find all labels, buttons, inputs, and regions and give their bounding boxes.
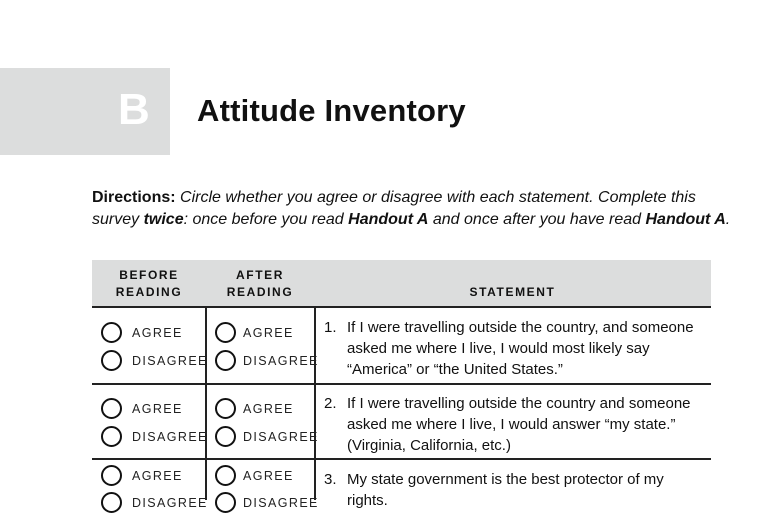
agree-label: AGREE <box>132 401 183 416</box>
radio-circle-icon[interactable] <box>101 465 122 486</box>
section-letter: B <box>118 85 150 134</box>
row-divider-2 <box>92 458 711 460</box>
directions-text-2: : once before you read <box>183 211 349 228</box>
statement-text: If I were travelling outside the country, and someone asked me where I live, I would most likely say “America” or “the United States.” <box>347 319 694 378</box>
statement-3 <box>324 469 704 511</box>
statement-2 <box>324 393 704 456</box>
disagree-label: DISAGREE <box>132 353 208 368</box>
row3-after-disagree-option[interactable] <box>215 492 319 513</box>
column-divider-before <box>205 307 207 500</box>
agree-label: AGREE <box>243 401 294 416</box>
statement-text: If I were travelling outside the country and someone asked me where I live, I would answer “my state.” (Virginia, California, etc.) <box>347 395 691 454</box>
row2-after-disagree-option[interactable] <box>215 426 319 447</box>
header-before-reading <box>92 267 206 301</box>
table-top-rule <box>92 306 711 308</box>
directions-bold-handout-1: Handout A <box>348 211 429 228</box>
statement-text: My state government is the best protector of my rights. <box>347 471 664 509</box>
header-before-line2: READING <box>115 285 183 299</box>
row1-before-disagree-option[interactable] <box>101 350 208 371</box>
row-divider-1 <box>92 383 711 385</box>
statement-number: 2. <box>324 395 337 412</box>
directions <box>92 187 732 231</box>
row3-before-disagree-option[interactable] <box>101 492 208 513</box>
row2-before-agree-option[interactable] <box>101 398 183 419</box>
directions-bold-handout-2: Handout A <box>645 211 726 228</box>
disagree-label: DISAGREE <box>243 353 319 368</box>
directions-text-1: Circle whether you agree or disagree with each statement. Complete this survey <box>92 189 696 228</box>
row1-before-agree-option[interactable] <box>101 322 183 343</box>
row1-after-agree-option[interactable] <box>215 322 294 343</box>
radio-circle-icon[interactable] <box>215 322 236 343</box>
agree-label: AGREE <box>132 468 183 483</box>
disagree-label: DISAGREE <box>132 495 208 510</box>
row3-after-agree-option[interactable] <box>215 465 294 486</box>
row1-after-disagree-option[interactable] <box>215 350 319 371</box>
header-statement: STATEMENT <box>469 285 556 299</box>
radio-circle-icon[interactable] <box>215 426 236 447</box>
radio-circle-icon[interactable] <box>215 350 236 371</box>
page-title: Attitude Inventory <box>197 93 466 128</box>
statement-1 <box>324 317 704 380</box>
disagree-label: DISAGREE <box>243 429 319 444</box>
directions-label: Directions: <box>92 189 176 206</box>
table-header <box>92 260 711 307</box>
radio-circle-icon[interactable] <box>215 492 236 513</box>
row2-after-agree-option[interactable] <box>215 398 294 419</box>
radio-circle-icon[interactable] <box>215 465 236 486</box>
radio-circle-icon[interactable] <box>101 322 122 343</box>
column-divider-after <box>314 307 316 500</box>
row3-before-agree-option[interactable] <box>101 465 183 486</box>
statement-number: 3. <box>324 471 337 488</box>
directions-bold-twice: twice <box>143 211 184 228</box>
agree-label: AGREE <box>243 468 294 483</box>
agree-label: AGREE <box>132 325 183 340</box>
header-after-line1: AFTER <box>236 268 284 282</box>
radio-circle-icon[interactable] <box>101 350 122 371</box>
header-after-line2: READING <box>226 285 294 299</box>
directions-text-3: and once after you have read <box>428 211 646 228</box>
radio-circle-icon[interactable] <box>101 426 122 447</box>
statement-number: 1. <box>324 319 337 336</box>
agree-label: AGREE <box>243 325 294 340</box>
row2-before-disagree-option[interactable] <box>101 426 208 447</box>
radio-circle-icon[interactable] <box>101 398 122 419</box>
header-before-line1: BEFORE <box>119 268 179 282</box>
disagree-label: DISAGREE <box>243 495 319 510</box>
disagree-label: DISAGREE <box>132 429 208 444</box>
header-after-reading <box>206 267 314 301</box>
directions-text-4: . <box>725 211 731 228</box>
radio-circle-icon[interactable] <box>101 492 122 513</box>
radio-circle-icon[interactable] <box>215 398 236 419</box>
